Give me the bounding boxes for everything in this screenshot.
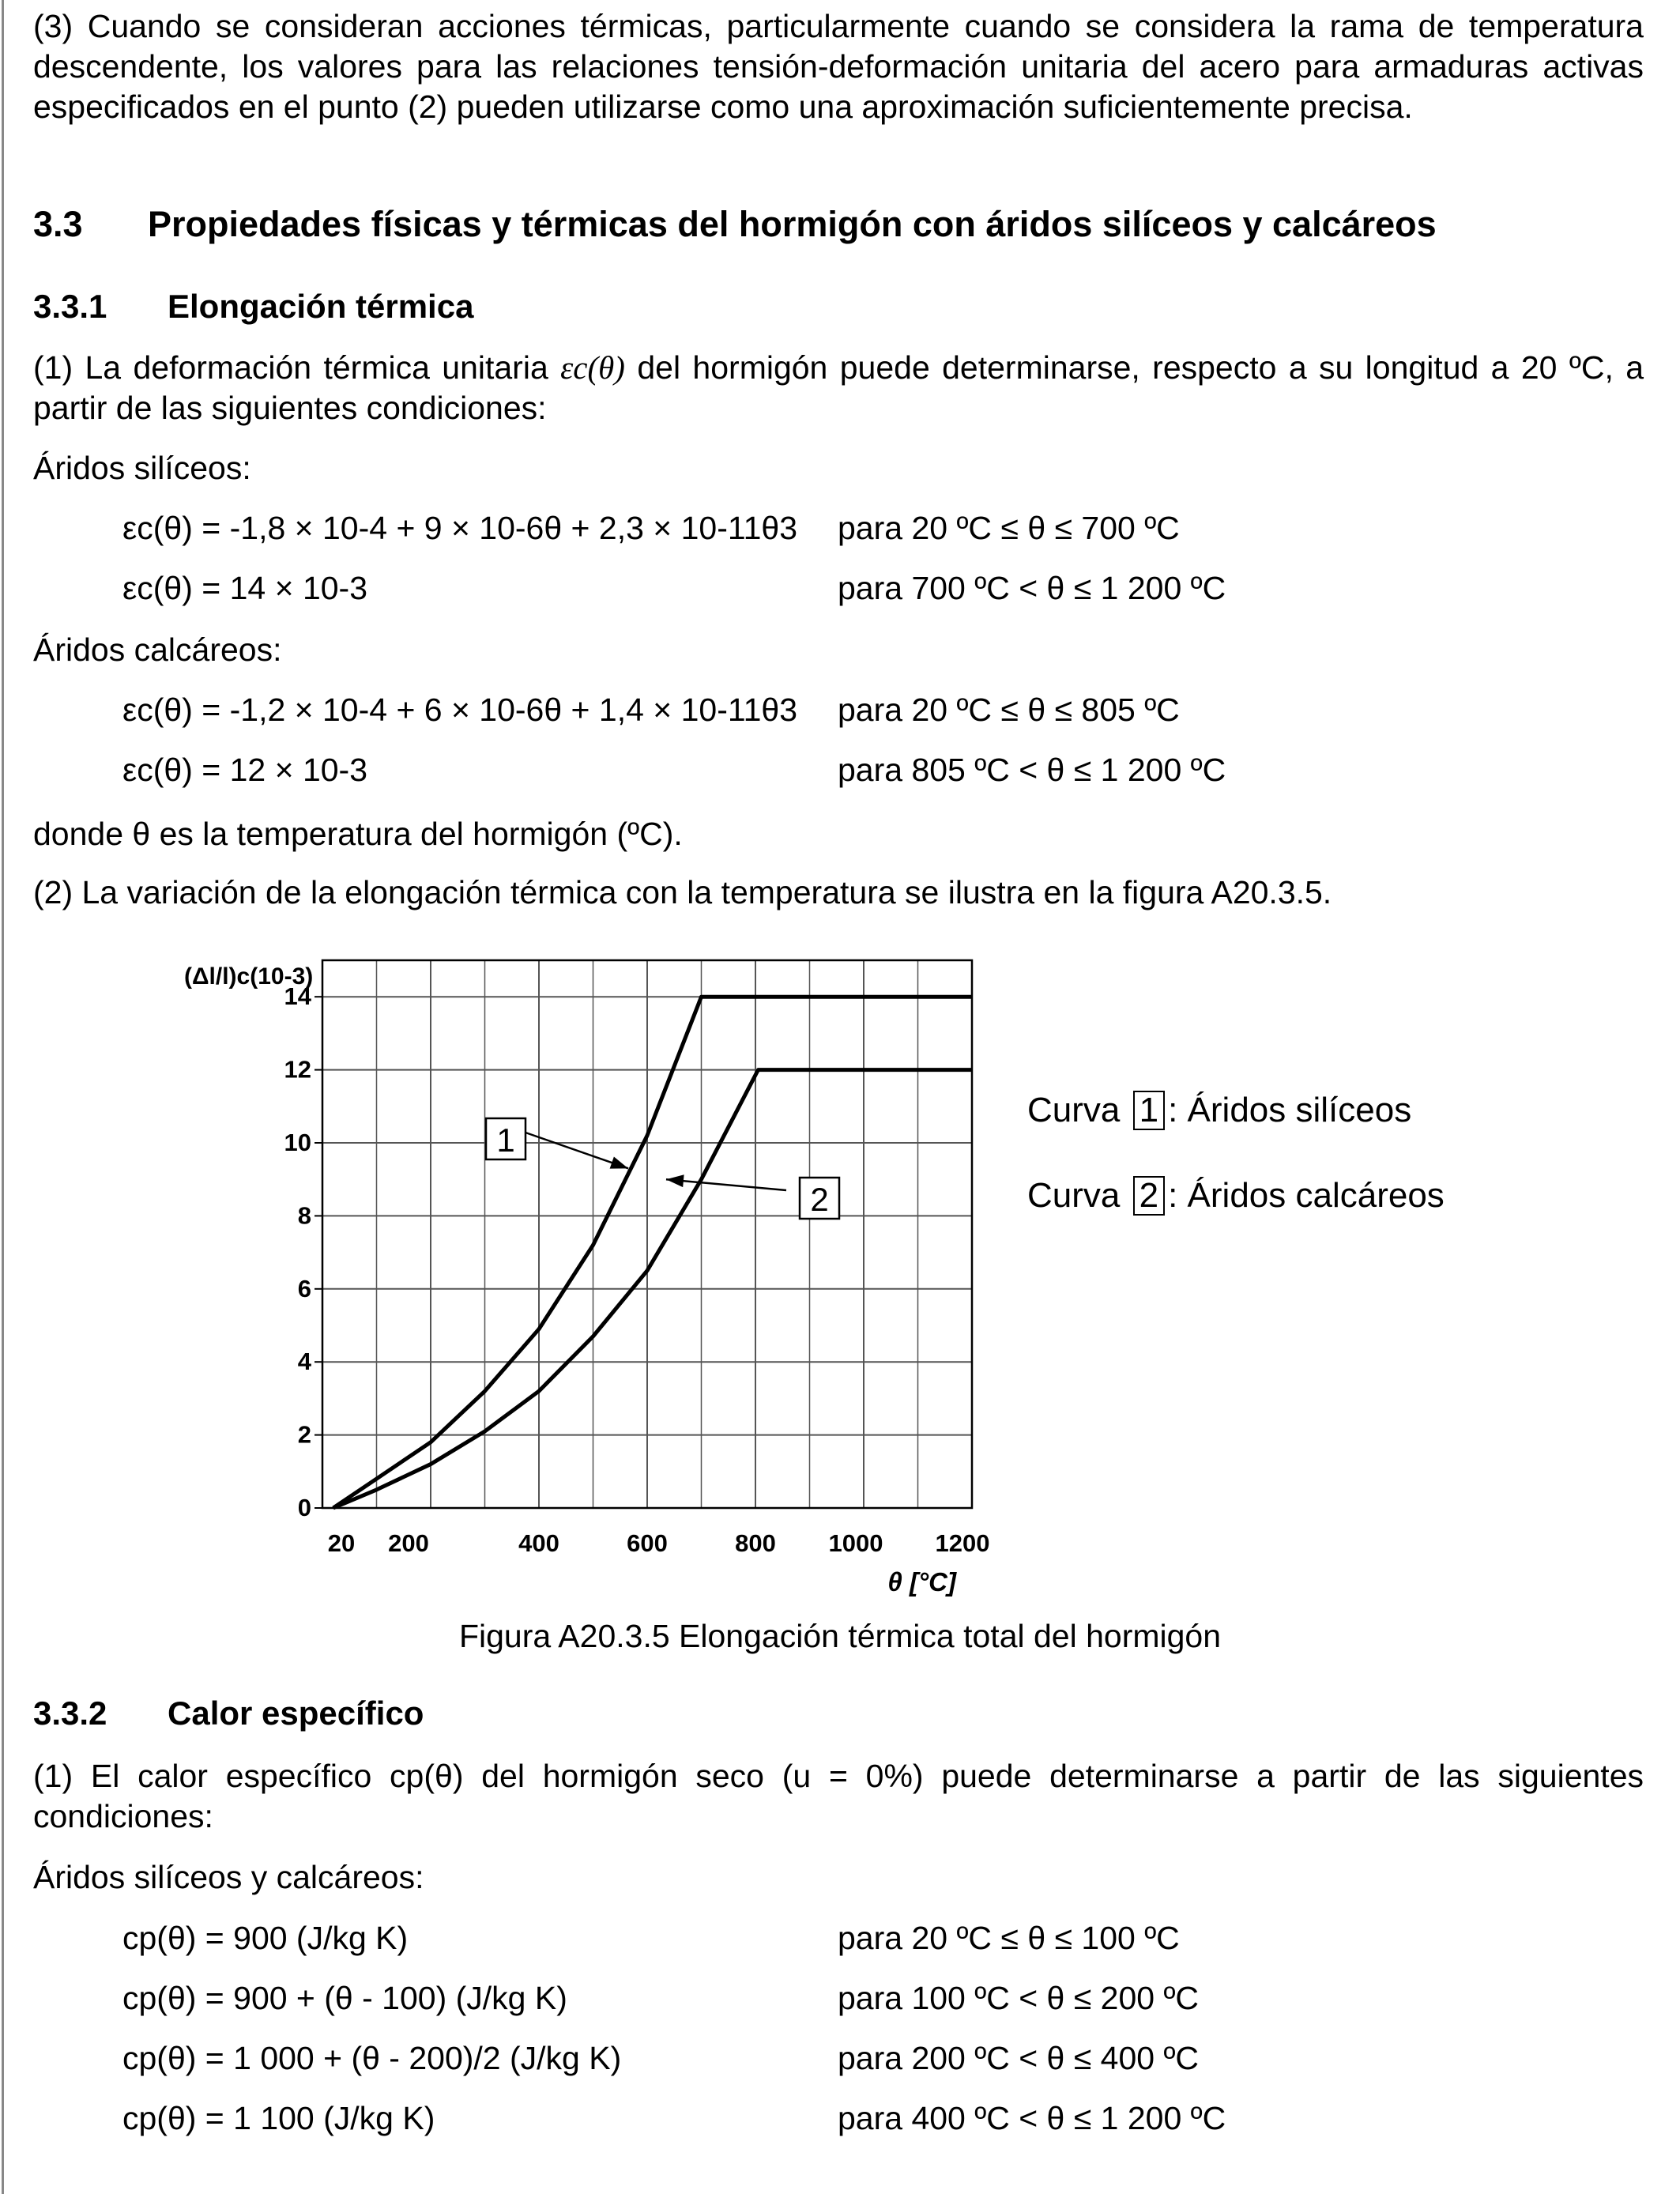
cp-eq-3: cp(θ) = 1 000 + (θ - 200)/2 (J/kg K): [122, 2040, 622, 2076]
thermal-elongation-chart: [158, 937, 1027, 1608]
x-tick-label: 200: [388, 1529, 429, 1557]
calcareous-cond-2: para 805 ºC < θ ≤ 1 200 ºC: [838, 752, 1226, 788]
section-3-3-2-heading: [33, 1693, 1644, 1733]
figure-caption: Figura A20.3.5 Elongación térmica total del hormigón: [458, 1618, 1222, 1654]
calcareous-cond-1: para 20 ºC ≤ θ ≤ 805 ºC: [838, 692, 1180, 728]
x-tick-label: 800: [735, 1529, 776, 1557]
paragraph-3-3-2-1: (1) El calor específico cp(θ) del hormigón seco (u = 0%) puede determinarse a partir de las siguientes condiciones:: [33, 1758, 1644, 1834]
epsilon-symbol: εc(θ): [560, 349, 625, 386]
y-tick-label: 0: [297, 1494, 311, 1521]
chart-labels: [184, 963, 989, 1596]
section-3-3-heading: [33, 204, 1644, 244]
where-text: donde θ es la temperatura del hormigón (ºC).: [33, 816, 683, 852]
chart-axes: [315, 960, 972, 1508]
arrowhead-2: [666, 1174, 684, 1187]
aggregates-label: Áridos silíceos y calcáreos:: [33, 1859, 424, 1895]
siliceous-cond-2: para 700 ºC < θ ≤ 1 200 ºC: [838, 570, 1226, 606]
curve-label-1: 1: [496, 1122, 515, 1159]
y-axis-label: (Δl/l)c(10-3): [184, 963, 314, 990]
legend-id-box: 2: [1133, 1176, 1165, 1216]
paragraph-3: (3) Cuando se consideran acciones térmicas, particularmente cuando se considera la rama de temperatura descendente, los valores para las relaciones tensión-deformación unitaria del acero para armaduras activas especificados en el punto (2) pueden utilizarse como una aproximación suficientemente precisa.: [33, 8, 1644, 125]
calcareous-eq-1: εc(θ) = -1,2 × 10-4 + 6 × 10-6θ + 1,4 × 10-11θ3: [122, 692, 798, 728]
legend-curve-2: [1027, 1176, 1445, 1216]
y-tick-label: 10: [284, 1129, 311, 1156]
y-tick-label: 14: [284, 982, 311, 1011]
cp-eq-4: cp(θ) = 1 100 (J/kg K): [122, 2100, 435, 2136]
p1-text-a: (1) La deformación térmica unitaria: [33, 349, 561, 386]
y-tick-label: 8: [297, 1201, 311, 1230]
cp-cond-1: para 20 ºC ≤ θ ≤ 100 ºC: [838, 1920, 1180, 1956]
subsection-title: Calor específico: [168, 1695, 424, 1732]
paragraph-3-3-1-2: (2) La variación de la elongación térmica con la temperatura se ilustra en la figura A20.3.5.: [33, 874, 1332, 910]
calcareous-eq-2: εc(θ) = 12 × 10-3: [122, 752, 368, 788]
cp-cond-4: para 400 ºC < θ ≤ 1 200 ºC: [838, 2100, 1226, 2136]
x-tick-label: 1200: [935, 1529, 990, 1557]
cp-eq-1: cp(θ) = 900 (J/kg K): [122, 1920, 409, 1956]
subsection-title: Elongación térmica: [168, 288, 474, 325]
section-title: Propiedades físicas y térmicas del hormigón con áridos silíceos y calcáreos: [148, 204, 1437, 244]
arrowhead-1: [610, 1157, 628, 1169]
p1-text-b: del hormigón puede determinarse, respecto a su longitud a 20 ºC, a partir de las siguientes condiciones:: [33, 349, 1644, 426]
page-left-border: [2, 0, 4, 2194]
legend-curve-1: [1027, 1091, 1411, 1130]
siliceous-eq-2: εc(θ) = 14 × 10-3: [122, 570, 368, 606]
calcareous-label: Áridos calcáreos:: [33, 631, 282, 668]
cp-cond-3: para 200 ºC < θ ≤ 400 ºC: [838, 2040, 1200, 2076]
x-tick-label: 20: [327, 1529, 356, 1557]
leader-line-2: [666, 1179, 786, 1190]
legend-prefix: Curva: [1027, 1091, 1121, 1129]
cp-eq-2: cp(θ) = 900 + (θ - 100) (J/kg K): [122, 1980, 567, 2016]
y-tick-label: 2: [297, 1420, 311, 1449]
legend-label: : Áridos calcáreos: [1168, 1176, 1445, 1215]
x-tick-label: 1000: [828, 1529, 883, 1557]
chart-series: [333, 997, 972, 1508]
legend-id-box: 1: [1133, 1091, 1165, 1130]
siliceous-cond-1: para 20 ºC ≤ θ ≤ 700 ºC: [838, 510, 1180, 546]
siliceous-label: Áridos silíceos:: [33, 450, 251, 486]
y-tick-label: 4: [297, 1348, 311, 1376]
paragraph-3-3-1-1: [33, 348, 1644, 428]
legend-prefix: Curva: [1027, 1176, 1121, 1215]
curve-label-2: 2: [810, 1181, 829, 1218]
subsection-number: 3.3.1: [33, 288, 107, 325]
section-number: 3.3: [33, 204, 83, 244]
y-tick-label: 6: [297, 1274, 311, 1302]
x-tick-label: 600: [627, 1529, 668, 1557]
siliceous-eq-1: εc(θ) = -1,8 × 10-4 + 9 × 10-6θ + 2,3 × 10-11θ3: [122, 510, 798, 546]
legend-label: : Áridos silíceos: [1168, 1091, 1412, 1129]
subsection-number: 3.3.2: [33, 1695, 107, 1732]
x-axis-label: θ [°C]: [887, 1567, 956, 1596]
y-tick-label: 12: [284, 1055, 311, 1084]
cp-cond-2: para 100 ºC < θ ≤ 200 ºC: [838, 1980, 1200, 2016]
chart-grid: [322, 960, 972, 1508]
series-line-1: [333, 997, 972, 1508]
x-tick-label: 400: [518, 1529, 559, 1557]
section-3-3-1-heading: [33, 286, 1644, 326]
